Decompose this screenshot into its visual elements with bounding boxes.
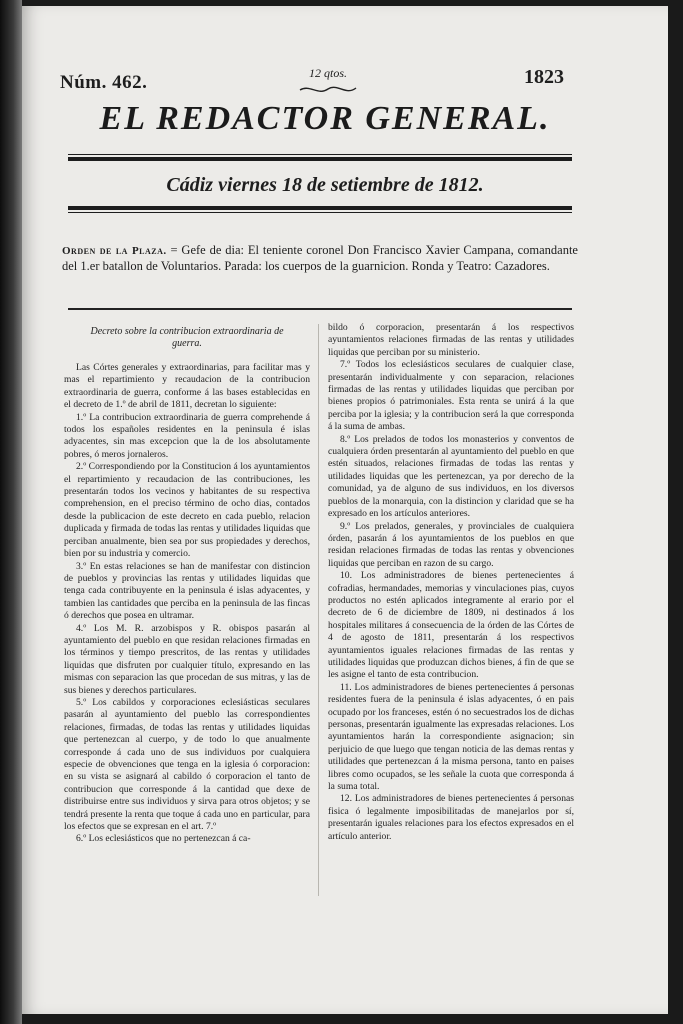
paragraph: Las Córtes generales y extraordinarias, para facilitar mas y mas el repartimiento y recaudacion de la contribucion extraordinaria de guerra, conforme á las bases establecidas en el decreto de 1.º de abril de 1811, decretan lo siguiente: [64, 362, 310, 411]
orden-text: = Gefe de dia: El teniente coronel Don Francisco Xavier Campana, comandante del 1.er batallon de Voluntarios. Parada: los cuerpos de la guarnicion. Ronda y Teatro: Cazadores. [62, 243, 578, 273]
left-column [64, 322, 310, 846]
paragraph: 5.º Los cabildos y corporaciones eclesiásticas seculares pasarán al ayuntamiento del pueblo las correspondientes relaciones, firmadas, de todas las rentas y utilidades liquidas que pertenezcan al cuerpo, y de todo lo que anualmente corresponde á cada uno de sus individuos por cualquiera especie de obvenciones que tenga en la iglesia ó corporacion: en su vista se asignará al cabildo ó corporacion el tanto de contribucion que corresponde á la cantidad que dexe de distribuirse entre sus individuos y sirva para otros objetos; y se tendrá presente la renta que toque á cada uno en particular, para los efectos que se expresan en el art. 7.º [64, 696, 310, 833]
flourish-ornament [298, 84, 358, 94]
paragraph: bildo ó corporacion, presentarán á los respectivos ayuntamientos relaciones firmadas de las rentas y utilidades liquidas que perciban por su ministerio. [328, 322, 574, 358]
paragraph: 2.º Correspondiendo por la Constitucion á los ayuntamientos el repartimiento y recaudacion de las contribuciones, les presentarán todos los vecinos y habitantes de su respectiva comprehension, en el preciso término de ocho dias, contados desde la publicacion de este decreto en cada pueblo, relacion duplicada y firmada de todas las rentas y utilidades liquidas que perciban anualmente, bien sea por sus propiedades y derechos, bien por su industria y comercio. [64, 461, 310, 560]
section-rule [68, 308, 572, 310]
orden-lead: Orden de la Plaza. [62, 245, 167, 257]
paragraph: 12. Los administradores de bienes pertenecientes á personas fisica ó legalmente imposibilitadas de manejarlos por sí, presentarán iguales relaciones para los efectos expresados en el artículo anterior. [328, 793, 574, 842]
masthead: EL REDACTOR GENERAL. [99, 100, 551, 137]
price-note: 12 qtos. [308, 66, 347, 80]
paragraph: 10. Los administradores de bienes pertenecientes á cofradias, hermandades, memorias y vinculaciones pias, cuyos productos no estén aplicados integramente al erario por el decreto de 6 de diciembre de 1809, ni destinados á los hospitales militares á consecuencia de la órden de las Córtes de 4 de agosto de 1811, presentarán á los respectivos ayuntamientos iguales relaciones firmadas de las rentas y utilidades liquidas que produzcan dichos bienes, á fin de que se les asigne el tanto de esta contribucion. [328, 570, 574, 681]
paragraph: 7.º Todos los eclesiásticos seculares de cualquier clase, presentarán individualmente y con separacion, relaciones firmadas de las rentas y utilidades liquidas que perciban por bienes propios ó patrimoniales. Esta renta se unirá á la que perciba por la iglesia; y la contribucion será la que corresponda á la suma de ambas. [328, 359, 574, 433]
column-divider [318, 324, 319, 896]
paragraph: 8.º Los prelados de todos los monasterios y conventos de cualquiera órden presentarán al ayuntamiento del pueblo en que estén situados, relaciones firmadas de todas las rentas y utilidades liquidas que les pertenezcan, ya por derecho de la comunidad, ya de alguno de sus individuos, en los diversos pueblos de la monarquia, con la distincion y claridad que se ha expresado en los artículos anteriores. [328, 433, 574, 520]
paragraph: 6.º Los eclesiásticos que no pertenezcan á ca- [76, 833, 251, 845]
issue-number: Núm. 462. [60, 72, 148, 93]
paragraph: 9.º Los prelados, generales, y provinciales de cualquiera órden, pasarán á los ayuntamientos de los pueblos en que residan relaciones firmadas de todas las rentas y obvenciones liquidas que perciban en razon de su cargo. [328, 520, 574, 569]
newspaper-page [22, 6, 668, 1014]
double-rule-bottom [68, 206, 572, 213]
right-column [328, 322, 574, 843]
orden-de-la-plaza [62, 243, 578, 274]
decree-title: Decreto sobre la contribucion extraordinaria de guerra. [90, 326, 284, 349]
paragraph: 1.º La contribucion extraordinaria de guerra comprehende á todos los españoles residentes en la peninsula é islas adyacentes, sin mas excepcion que la de los absolutamente pobres, ó meros jornaleros. [64, 411, 310, 460]
year-annotation: 1823 [524, 66, 564, 88]
paragraph: 3.º En estas relaciones se han de manifestar con distincion de pueblos y provincias las rentas y utilidades liquidas que tenga cada contribuyente en la peninsula é islas adyacentes, y tambien las cantidades que perciba en la peninsula de las fincas ó derechos que posea en ultramar. [64, 560, 310, 622]
double-rule-top [68, 152, 572, 161]
book-spine [0, 0, 22, 1024]
paragraph: 4.º Los M. R. arzobispos y R. obispos pasarán al ayuntamiento del pueblo en que residan relaciones firmadas en los términos y tiempo prescritos, de las rentas y utilidades liquidas que disfruten por cualquier título, expresando en las mismas con separacion las que procedan de sus mitras, y las de sus bienes y derechos particulares. [64, 622, 310, 696]
paragraph: 11. Los administradores de bienes pertenecientes á personas residentes fuera de la peninsula é islas adyacentes, ó en pais ocupado por los franceses, estén ó no secuestrados los de dichas personas, presentarán igualmente las expresadas relaciones. Los ayuntamientos harán la correspondiente asignacion; sin perjuicio de que luego que tengan noticia de las demas rentas y utilidades que pertenezcan á la misma persona, tanto en paises libres como ocupados, se les señale la cuota que corresponda á la suma total. [328, 681, 574, 793]
dateline: Cádiz viernes 18 de setiembre de 1812. [166, 174, 484, 196]
